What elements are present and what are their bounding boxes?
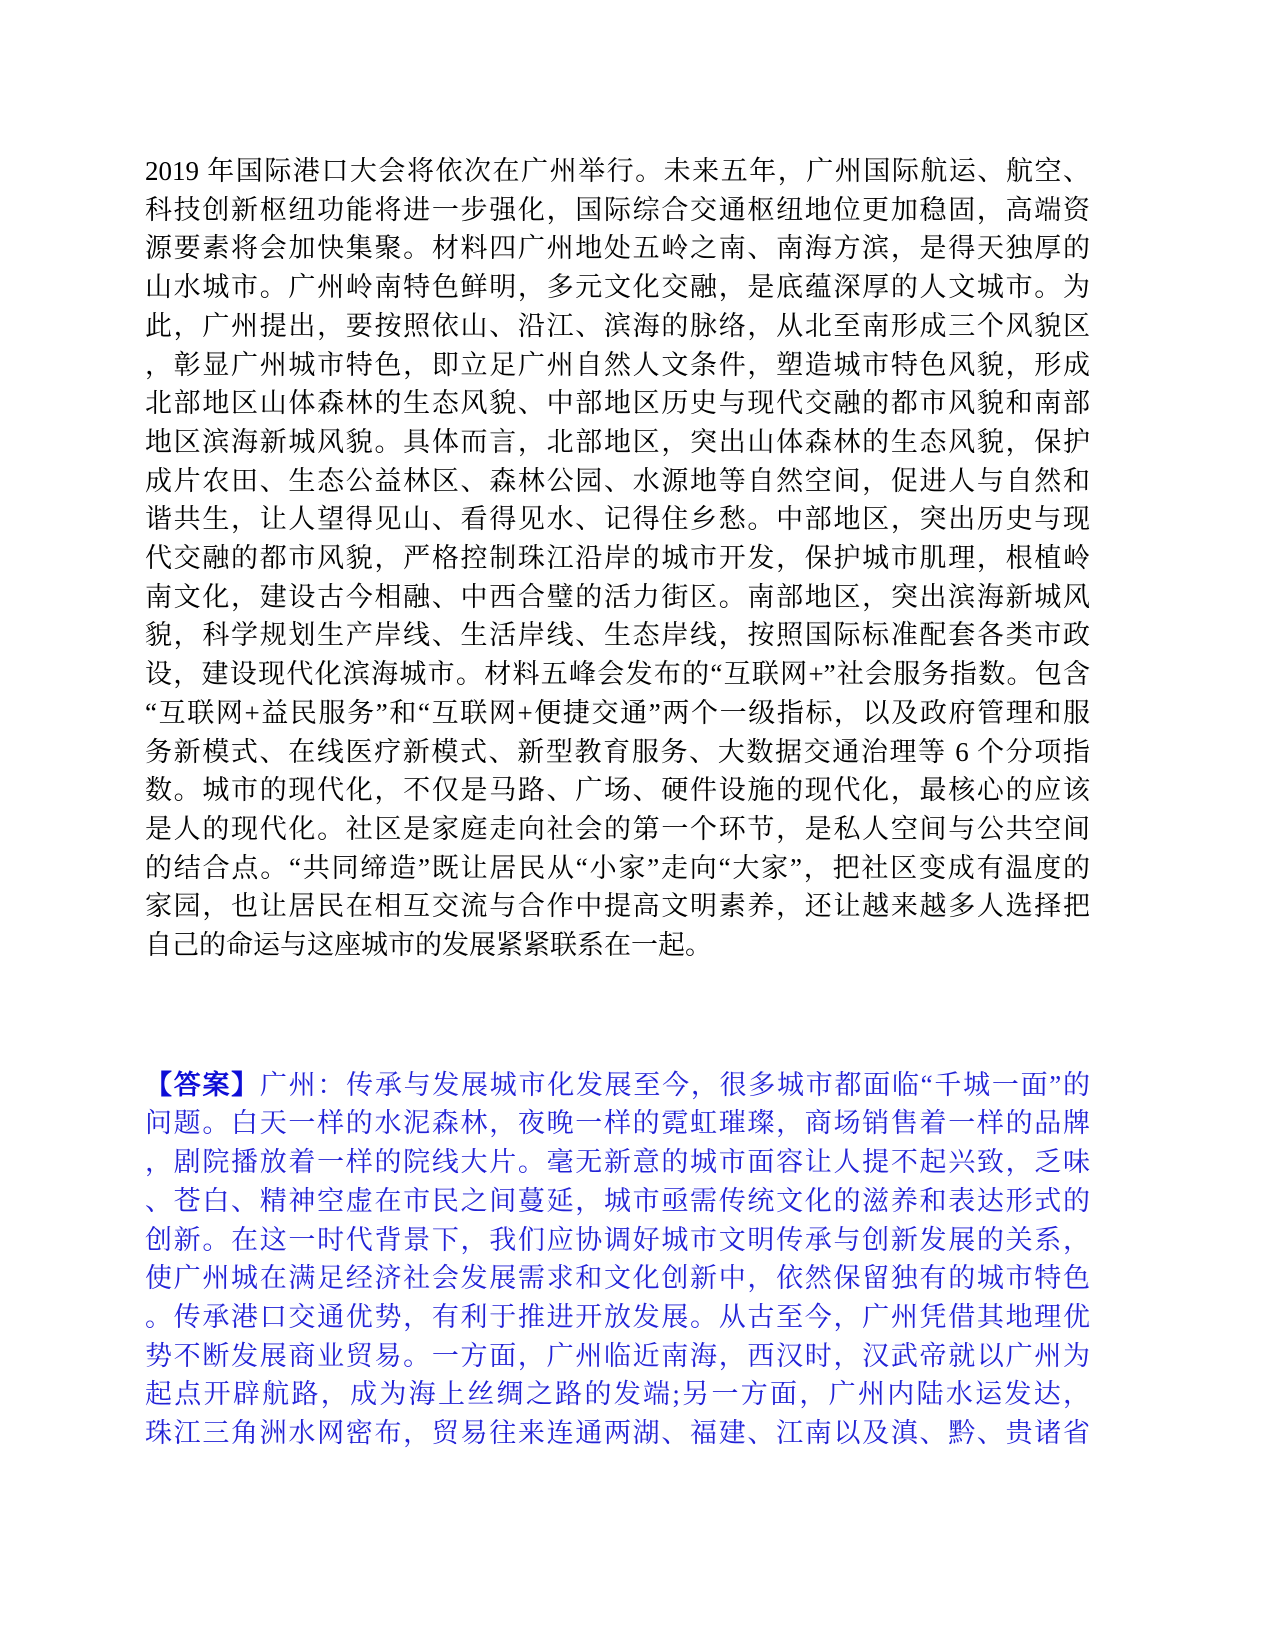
text-line: 成片农田、生态公益林区、森林公园、水源地等自然空间，促进人与自然和 <box>145 465 1090 496</box>
text-line: 、苍白、精神空虚在市民之间蔓延，城市亟需传统文化的滋养和表达形式的 <box>145 1185 1090 1216</box>
text-line: 问题。白天一样的水泥森林，夜晚一样的霓虹璀璨，商场销售着一样的品牌 <box>145 1108 1090 1139</box>
text-line: 。传承港口交通优势，有利于推进开放发展。从古至今，广州凭借其地理优 <box>145 1301 1090 1332</box>
text-line: 家园，也让居民在相互交流与合作中提高文明素养，还让越来越多人选择把 <box>145 891 1090 922</box>
text-line: 谐共生，让人望得见山、看得见水、记得住乡愁。中部地区，突出历史与现 <box>145 504 1090 535</box>
text-line: 的结合点。“共同缔造”既让居民从“小家”走向“大家”，把社区变成有温度的 <box>145 852 1090 883</box>
text-line: 地区滨海新城风貌。具体而言，北部地区，突出山体森林的生态风貌，保护 <box>145 426 1090 457</box>
text-line: 此，广州提出，要按照依山、沿江、滨海的脉络，从北至南形成三个风貌区 <box>145 310 1090 341</box>
text-line: 北部地区山体森林的生态风貌、中部地区历史与现代交融的都市风貌和南部 <box>145 388 1090 419</box>
text-line: 设，建设现代化滨海城市。材料五峰会发布的“互联网+”社会服务指数。包含 <box>145 659 1090 690</box>
text-line: “互联网+益民服务”和“互联网+便捷交通”两个一级指标，以及政府管理和服 <box>145 697 1090 728</box>
answer-paragraph <box>145 1066 1090 1453</box>
text-line: 创新。在这一时代背景下，我们应协调好城市文明传承与创新发展的关系， <box>145 1224 1090 1255</box>
text-line: 山水城市。广州岭南特色鲜明，多元文化交融，是底蕴深厚的人文城市。为 <box>145 272 1090 303</box>
material-paragraph <box>145 152 1090 965</box>
text-line: 南文化，建设古今相融、中西合璧的活力街区。南部地区，突出滨海新城风 <box>145 581 1090 612</box>
text-line: 务新模式、在线医疗新模式、新型教育服务、大数据交通治理等 6 个分项指 <box>145 736 1090 767</box>
text-line: 势不断发展商业贸易。一方面，广州临近南海，西汉时，汉武帝就以广州为 <box>145 1340 1090 1371</box>
answer-label: 【答案】 <box>145 1069 260 1100</box>
text-line: 【答案】广州：传承与发展城市化发展至今，很多城市都面临“千城一面”的 <box>145 1069 1091 1100</box>
text-line: 自己的命运与这座城市的发展紧紧联系在一起。 <box>145 930 712 961</box>
text-line: 科技创新枢纽功能将进一步强化，国际综合交通枢纽地位更加稳固，高端资 <box>145 194 1090 225</box>
text-line: 珠江三角洲水网密布，贸易往来连通两湖、福建、江南以及滇、黔、贵诸省 <box>145 1418 1090 1449</box>
text-line: 貌，科学规划生产岸线、生活岸线、生态岸线，按照国际标准配套各类市政 <box>145 620 1090 651</box>
text-line: 起点开辟航路，成为海上丝绸之路的发端;另一方面，广州内陆水运发达， <box>145 1379 1090 1410</box>
text-line: 2019 年国际港口大会将依次在广州举行。未来五年，广州国际航运、航空、 <box>145 156 1090 186</box>
text-line: ，彰显广州城市特色，即立足广州自然人文条件，塑造城市特色风貌，形成 <box>145 349 1090 380</box>
text-line: 源要素将会加快集聚。材料四广州地处五岭之南、南海方滨，是得天独厚的 <box>145 233 1090 264</box>
text-line: 代交融的都市风貌，严格控制珠江沿岸的城市开发，保护城市肌理，根植岭 <box>145 543 1090 574</box>
text-line: 数。城市的现代化，不仅是马路、广场、硬件设施的现代化，最核心的应该 <box>145 775 1090 806</box>
text-line: ，剧院播放着一样的院线大片。毫无新意的城市面容让人提不起兴致，乏味 <box>145 1147 1090 1178</box>
text-line: 是人的现代化。社区是家庭走向社会的第一个环节，是私人空间与公共空间 <box>145 813 1090 844</box>
text-line: 使广州城在满足经济社会发展需求和文化创新中，依然保留独有的城市特色 <box>145 1263 1090 1294</box>
